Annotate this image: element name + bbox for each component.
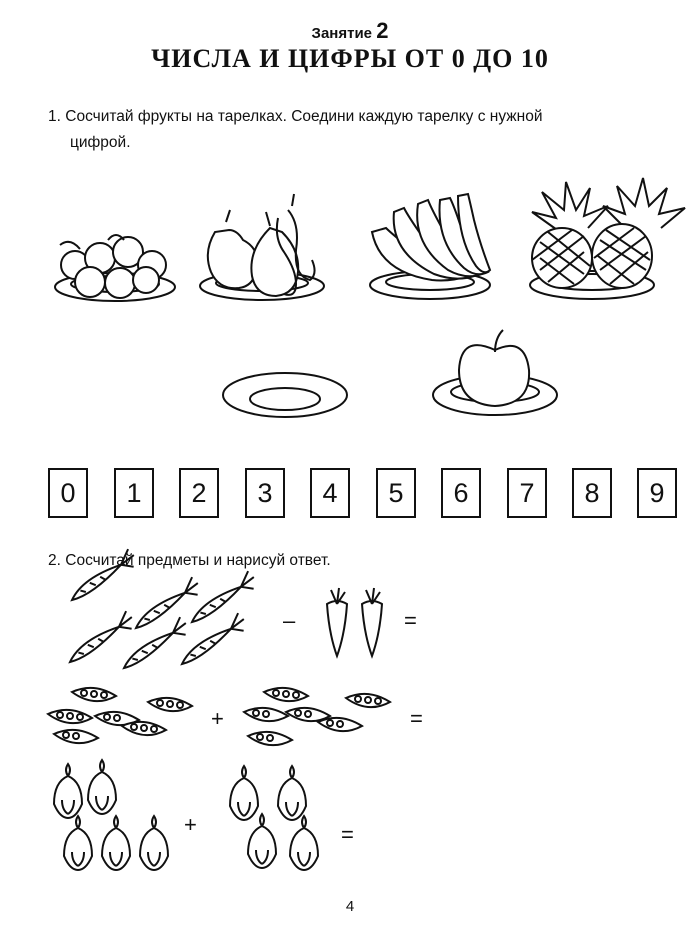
task-2-instruction bbox=[48, 548, 331, 574]
digit-box-7[interactable]: 7 bbox=[507, 468, 547, 518]
digit-box-2[interactable]: 2 bbox=[179, 468, 219, 518]
plate-plums[interactable] bbox=[55, 235, 175, 301]
plate-pears[interactable] bbox=[200, 194, 324, 300]
digit-box-9[interactable]: 9 bbox=[637, 468, 677, 518]
task-2-text: Сосчитай предметы и нарисуй ответ. bbox=[65, 552, 331, 569]
plate-empty[interactable] bbox=[223, 373, 347, 417]
equals-sign-3: = bbox=[341, 822, 354, 847]
digit-box-1[interactable]: 1 bbox=[114, 468, 154, 518]
digit-box-0[interactable]: 0 bbox=[48, 468, 88, 518]
peapods-group-right bbox=[244, 688, 390, 745]
lesson-number: 2 bbox=[376, 18, 389, 43]
plate-apple[interactable] bbox=[433, 330, 557, 415]
equals-sign-1: = bbox=[404, 608, 417, 633]
digit-box-5[interactable]: 5 bbox=[376, 468, 416, 518]
operator-minus: – bbox=[283, 608, 296, 633]
page-title: ЧИСЛА И ЦИФРЫ ОТ 0 ДО 10 bbox=[151, 44, 549, 73]
equals-sign-2: = bbox=[410, 706, 423, 731]
peapods-group-left bbox=[48, 688, 192, 743]
digit-box-4[interactable]: 4 bbox=[310, 468, 350, 518]
digit-box-3[interactable]: 3 bbox=[245, 468, 285, 518]
lesson-label: Занятие bbox=[311, 25, 373, 42]
operator-plus-1: + bbox=[211, 706, 224, 731]
digit-box-6[interactable]: 6 bbox=[441, 468, 481, 518]
task-1-number: 1. bbox=[48, 108, 61, 125]
garlic-group-right bbox=[230, 766, 318, 870]
digit-box-8[interactable]: 8 bbox=[572, 468, 612, 518]
task-2-number: 2. bbox=[48, 552, 61, 569]
plate-pineapples[interactable] bbox=[530, 178, 685, 299]
carrots-group-2 bbox=[327, 588, 382, 656]
digit-row bbox=[48, 468, 688, 520]
garlic-group-left bbox=[54, 760, 168, 870]
task-1-text-line2: цифрой. bbox=[70, 134, 131, 151]
plate-bananas[interactable] bbox=[370, 194, 490, 299]
operator-plus-2: + bbox=[184, 812, 197, 837]
task-1-text-line1: Сосчитай фрукты на тарелках. Соедини каждую тарелку с нужной bbox=[65, 108, 543, 125]
page-number: 4 bbox=[345, 898, 355, 915]
